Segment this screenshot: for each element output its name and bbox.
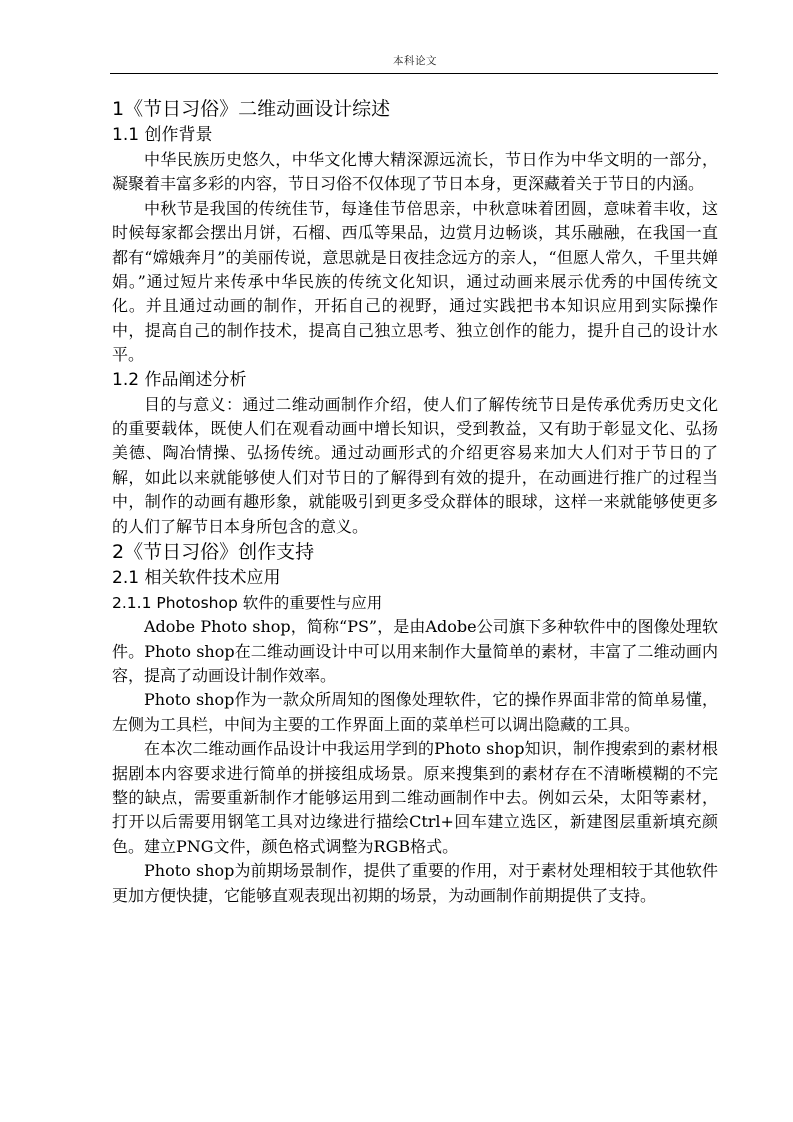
section-heading-1: 1《节日习俗》二维动画设计综述 [112, 98, 391, 120]
subsection-heading-2-1: 2.1 相关软件技术应用 [112, 568, 281, 589]
paragraph: Photo shop作为一款众所周知的图像处理软件，它的操作界面非常的简单易懂，左侧为工具栏，中间为主要的工作界面上面的菜单栏可以调出隐藏的工具。 [112, 690, 718, 734]
paragraph: 中秋节是我国的传统佳节，每逢佳节倍思亲，中秋意味着团圆，意味着丰收，这时候每家都会摆出月饼，石榴、西瓜等果品，边赏月边畅谈，其乐融融，在我国一直都有“嫦娥奔月”的美丽传说，意思就是日夜挂念远方的亲人，“但愿人常久，千里共婵娟。”通过短片来传承中华民族的传统文化知识，通过动画来展示优秀的中国传统文化。并且通过动画的制作，开拓自己的视野，通过实践把书本知识应用到实际操作中，提高自己的制作技术，提高自己独立思考、独立创作的能力，提升自己的设计水平。 [112, 198, 718, 365]
paragraph: 在本次二维动画作品设计中我运用学到的Photo shop知识，制作搜索到的素材根据剧本内容要求进行简单的拼接组成场景。原来搜集到的素材存在不清晰模糊的不完整的缺点，需要重新制作才能够运用到二维动画制作中去。例如云朵，太阳等素材，打开以后需要用钢笔工具对边缘进行描绘Ctrl+回车建立选区，新建图层重新填充颜色。建立PNG文件，颜色格式调整为RGB格式。 [112, 739, 718, 856]
paragraph: 目的与意义：通过二维动画制作介绍，使人们了解传统节日是传承优秀历史文化的重要载体，既使人们在观看动画中增长知识，受到教益，又有助于彰显文化、弘扬美德、陶冶情操、弘扬传统。通过动画形式的介绍更容易来加大人们对于节日的了解，如此以来就能够使人们对节日的了解得到有效的提升，在动画进行推广的过程当中，制作的动画有趣形象，就能吸引到更多受众群体的眼球，这样一来就能够使更多的人们了解节日本身所包含的意义。 [112, 394, 718, 536]
header-divider [110, 73, 718, 74]
document-body [112, 96, 718, 908]
paragraph: Adobe Photo shop，简称“PS”，是由Adobe公司旗下多种软件中的图像处理软件。Photo shop在二维动画设计中可以用来制作大量简单的素材，丰富了二维动画内容，提高了动画设计制作效率。 [112, 617, 718, 685]
paragraph: Photo shop为前期场景制作，提供了重要的作用，对于素材处理相较于其他软件更加方便快捷，它能够直观表现出初期的场景，为动画制作前期提供了支持。 [112, 861, 718, 905]
page-header: 本科论文 [393, 55, 437, 67]
subsubsection-heading-2-1-1: 2.1.1 Photoshop 软件的重要性与应用 [112, 594, 383, 613]
subsection-heading-1-1: 1.1 创作背景 [112, 125, 213, 145]
paragraph: 中华民族历史悠久，中华文化博大精深源远流长，节日作为中华文明的一部分，凝聚着丰富多彩的内容，节日习俗不仅体现了节日本身，更深藏着关于节日的内涵。 [112, 150, 718, 194]
section-heading-2: 2《节日习俗》创作支持 [112, 541, 315, 564]
subsection-heading-1-2: 1.2 作品阐述分析 [112, 369, 247, 390]
